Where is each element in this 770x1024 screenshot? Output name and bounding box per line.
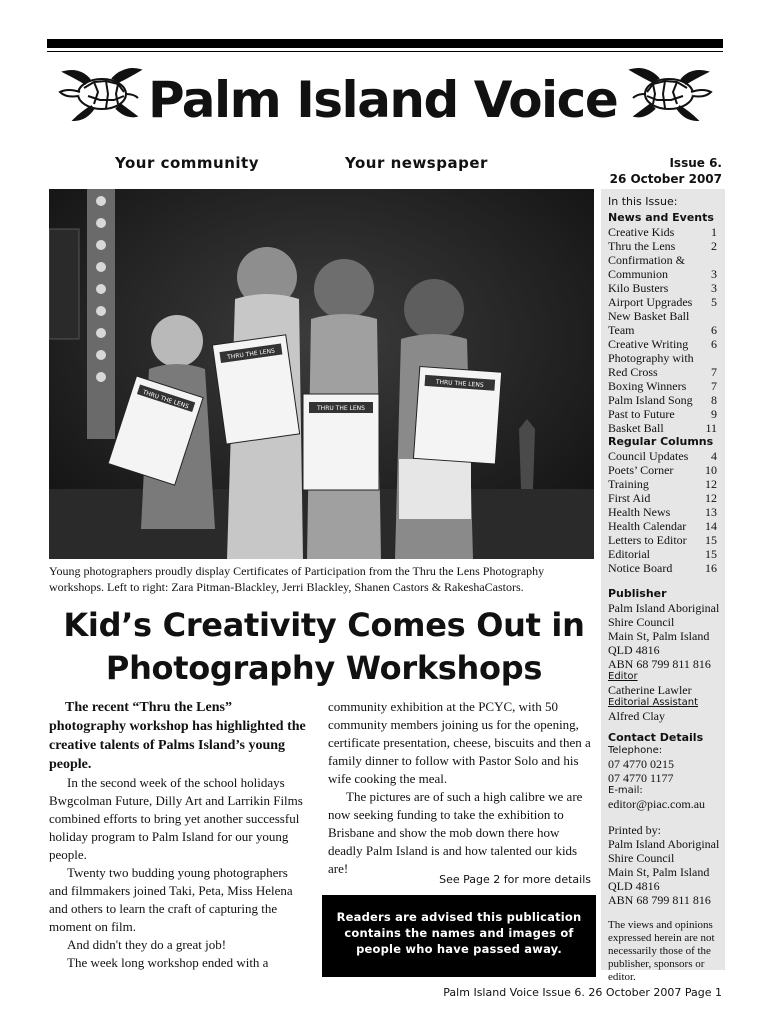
toc-item[interactable]: [608, 309, 725, 323]
telephone-label: Telephone:: [608, 745, 663, 756]
cultural-notice-box: Readers are advised this publication contains the names and images of people who have passed away.: [322, 895, 596, 977]
svg-text:THRU THE LENS: THRU THE LENS: [435, 378, 484, 390]
toc-item[interactable]: [608, 393, 725, 407]
toc-item-page: 7: [711, 379, 717, 393]
toc-item[interactable]: [608, 365, 725, 379]
toc-item[interactable]: [608, 337, 725, 351]
tagline-newspaper: Your newspaper: [345, 154, 488, 172]
toc-item[interactable]: [608, 421, 725, 435]
toc-item-title: Creative Writing: [608, 337, 689, 351]
toc-item[interactable]: [608, 253, 725, 267]
toc-item-title: Confirmation &: [608, 253, 685, 267]
publisher-details: [608, 601, 725, 671]
toc-item-page: 1: [711, 225, 717, 239]
article-headline: Kid’s Creativity Comes Out in Photography Workshops: [63, 606, 585, 687]
toc-item-page: 6: [711, 337, 717, 351]
toc-item-title: Training: [608, 477, 649, 491]
editor-label: Editor: [608, 671, 638, 682]
toc-item[interactable]: [608, 281, 725, 295]
toc-item[interactable]: [608, 449, 725, 463]
publisher-heading: Publisher: [608, 587, 667, 600]
printed-by-line: Palm Island Aboriginal: [608, 837, 720, 851]
toc-item[interactable]: [608, 407, 725, 421]
toc-item-page: 14: [705, 519, 717, 533]
toc-item[interactable]: [608, 463, 725, 477]
printed-by: [608, 823, 725, 907]
article-paragraph: community exhibition at the PCYC, with 50 community members joining us for the opening, certificate presentation, cheese, biscuits and then a family dinner to follow with Pastor Solo and his wife cooking the meal.: [328, 699, 591, 786]
email-address[interactable]: editor@piac.com.au: [608, 797, 706, 811]
news-heading: News and Events: [608, 211, 714, 224]
toc-item-title: Past to Future: [608, 407, 675, 421]
toc-item[interactable]: [608, 379, 725, 393]
toc-item-title: Thru the Lens: [608, 239, 676, 253]
toc-item-title: Airport Upgrades: [608, 295, 693, 309]
disclaimer: The views and opinions expressed herein are not necessarily those of the publisher, sponsors or editor.: [608, 919, 715, 983]
publisher-line: ABN 68 799 811 816: [608, 657, 711, 671]
phone-2: 07 4770 1177: [608, 771, 674, 785]
article-column-2: [328, 698, 591, 878]
toc-item[interactable]: [608, 323, 725, 337]
masthead-title: Palm Island Voice: [148, 71, 618, 129]
toc-item[interactable]: [608, 239, 725, 253]
printed-by-line: Printed by:: [608, 823, 661, 837]
toc-item-title: Poets’ Corner: [608, 463, 674, 477]
toc-item-title: Team: [608, 323, 635, 337]
phone-1: 07 4770 0215: [608, 757, 674, 771]
toc-item-page: 2: [711, 239, 717, 253]
toc-item-title: Red Cross: [608, 365, 658, 379]
toc-item-page: 11: [705, 421, 717, 435]
article-paragraph: The pictures are of such a high calibre we are now seeking funding to take the exhibition to Brisbane and show the mob down there how deadly Palm Island is and how talented our kids are!: [328, 789, 583, 876]
certificate-4: [413, 367, 501, 464]
toc-item-page: 3: [711, 281, 717, 295]
article-column-1: [49, 698, 309, 972]
toc-item-title: Notice Board: [608, 561, 673, 575]
toc-item[interactable]: [608, 267, 725, 281]
issue-info: [610, 155, 722, 187]
toc-item[interactable]: [608, 519, 725, 533]
toc-item-page: 16: [705, 561, 717, 575]
toc-item-title: Palm Island Song: [608, 393, 693, 407]
assistant-name: Alfred Clay: [608, 709, 665, 723]
publisher-line: Palm Island Aboriginal: [608, 601, 720, 615]
editor-name: Catherine Lawler: [608, 683, 692, 697]
printed-by-line: Shire Council: [608, 851, 675, 865]
toc-item-page: 10: [705, 463, 717, 477]
assistant-label: Editorial Assistant: [608, 697, 699, 708]
turtle-icon: [625, 64, 721, 124]
turtle-icon: [50, 64, 146, 124]
regular-columns-list: [608, 449, 725, 575]
toc-item[interactable]: [608, 505, 725, 519]
toc-item-title: First Aid: [608, 491, 651, 505]
toc-item-title: Editorial: [608, 547, 650, 561]
publisher-line: Shire Council: [608, 615, 675, 629]
article-paragraph: The week long workshop ended with a: [67, 955, 269, 970]
article-paragraph: In the second week of the school holidays Bwgcolman Future, Dilly Art and Larrikin Films combined efforts to bring yet another successful holiday program to Palm Island for our young people.: [49, 775, 303, 862]
toc-item-page: 3: [711, 267, 717, 281]
photo-caption: Young photographers proudly display Certificates of Participation from the Thru the Lens Photography workshops. Left to right: Zara Pitman-Blackley, Jerri Blackley, Shanen Castors & RakeshaCastors.: [49, 564, 545, 594]
printed-by-line: ABN 68 799 811 816: [608, 893, 711, 907]
publisher-line: Main St, Palm Island: [608, 629, 710, 643]
printed-by-line: Main St, Palm Island: [608, 865, 710, 879]
toc-item-page: 8: [711, 393, 717, 407]
article-lede: The recent “Thru the Lens” photography workshop has highlighted the creative talents of Palms Island’s young people.: [49, 700, 306, 772]
svg-text:THRU THE LENS: THRU THE LENS: [226, 347, 276, 362]
toc-item-page: 12: [705, 477, 717, 491]
children-with-certificates-image: [49, 189, 594, 559]
toc-item-title: Creative Kids: [608, 225, 675, 239]
toc-item-title: Photography with: [608, 351, 694, 365]
toc-item-page: 12: [705, 491, 717, 505]
certificate-3: [303, 394, 379, 490]
toc-item-title: Health News: [608, 505, 671, 519]
email-label: E-mail:: [608, 785, 643, 796]
see-more-link[interactable]: See Page 2 for more details: [439, 873, 591, 886]
toc-item-title: Council Updates: [608, 449, 689, 463]
toc-item[interactable]: [608, 295, 725, 309]
front-page-photo: [49, 189, 594, 559]
news-list: [608, 225, 725, 435]
toc-item-page: 15: [705, 533, 717, 547]
toc-item[interactable]: [608, 547, 725, 561]
printed-by-line: QLD 4816: [608, 879, 660, 893]
toc-item-page: 13: [705, 505, 717, 519]
toc-item-title: Boxing Winners: [608, 379, 687, 393]
toc-item[interactable]: [608, 225, 725, 239]
regular-columns-heading: Regular Columns: [608, 435, 714, 448]
article-paragraph: And didn't they do a great job!: [67, 937, 227, 952]
issue-number: Issue 6.: [669, 156, 722, 170]
article-paragraph: Twenty two budding young photographers and filmmakers joined Taki, Peta, Miss Helena and others to learn the craft of capturing the moment on film.: [49, 865, 293, 934]
svg-text:THRU THE LENS: THRU THE LENS: [141, 388, 190, 411]
toc-item-title: New Basket Ball: [608, 309, 690, 323]
masthead-rule-thin: [47, 51, 723, 52]
issue-date: 26 October 2007: [609, 172, 722, 186]
svg-text:THRU THE LENS: THRU THE LENS: [317, 405, 365, 412]
masthead-rule: [47, 39, 723, 48]
contact-heading: Contact Details: [608, 731, 704, 744]
toc-item-title: Basket Ball: [608, 421, 664, 435]
toc-item-page: 6: [711, 323, 717, 337]
in-this-issue-label: In this Issue:: [608, 195, 678, 208]
toc-item[interactable]: [608, 477, 725, 491]
toc-item[interactable]: [608, 491, 725, 505]
toc-item[interactable]: [608, 561, 725, 575]
toc-item-page: 7: [711, 365, 717, 379]
toc-item-page: 9: [711, 407, 717, 421]
toc-item[interactable]: [608, 351, 725, 365]
toc-item-title: Communion: [608, 267, 669, 281]
page-footer: Palm Island Voice Issue 6. 26 October 2007 Page 1: [443, 986, 722, 999]
certificate-2: [212, 335, 299, 444]
publisher-line: QLD 4816: [608, 643, 660, 657]
toc-item-title: Letters to Editor: [608, 533, 687, 547]
sidebar: [601, 189, 725, 983]
toc-item-page: 15: [705, 547, 717, 561]
toc-item-title: Health Calendar: [608, 519, 687, 533]
toc-item-page: 5: [711, 295, 717, 309]
toc-item-title: Kilo Busters: [608, 281, 669, 295]
tagline-community: Your community: [115, 154, 259, 172]
toc-item[interactable]: [608, 533, 725, 547]
toc-item-page: 4: [711, 449, 717, 463]
